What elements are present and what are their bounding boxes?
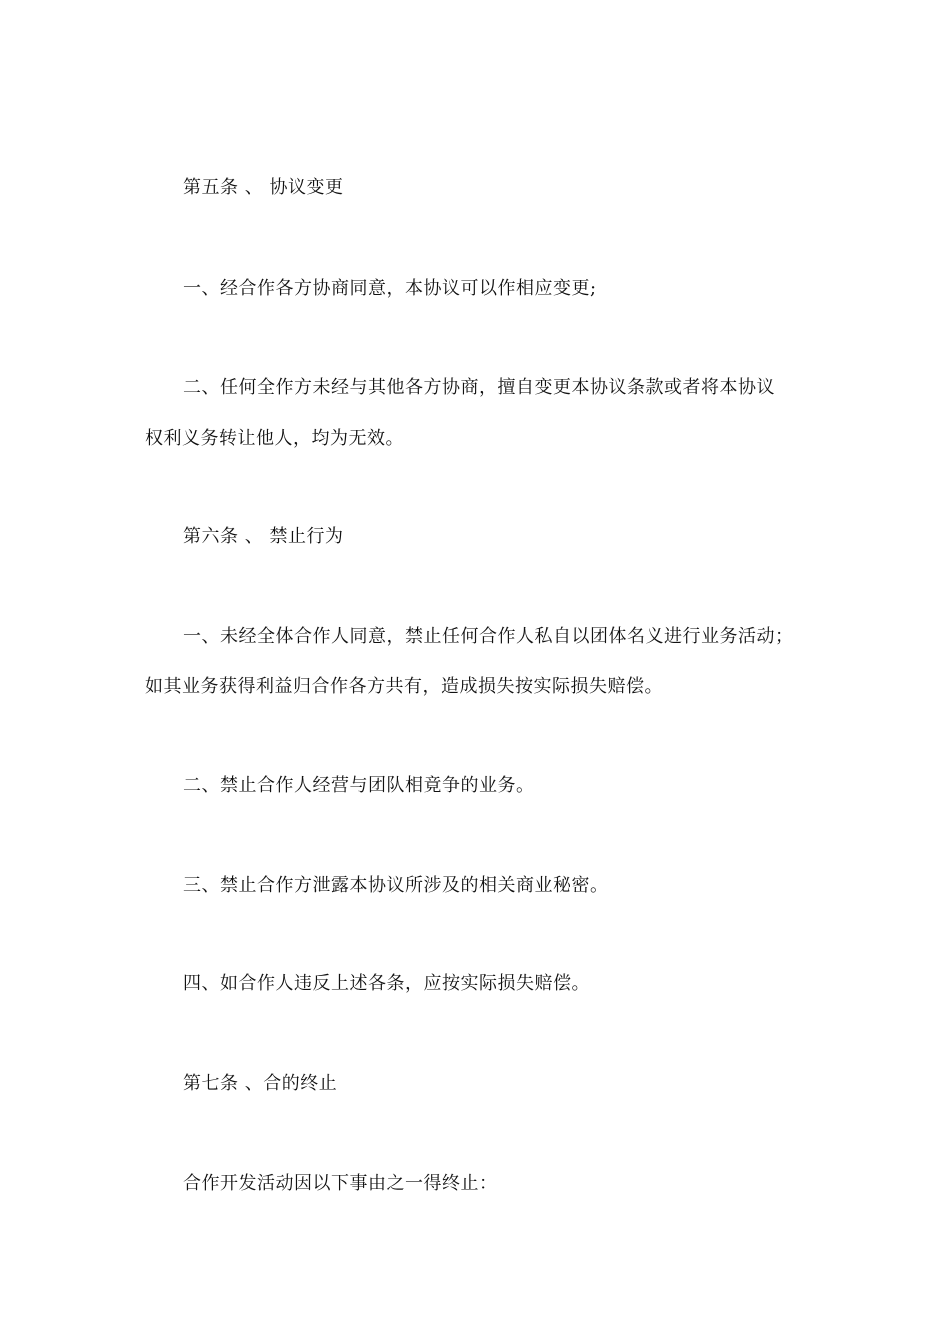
article-6-clause-4: 四、如合作人违反上述各条，应按实际损失赔偿。 xyxy=(183,973,590,994)
article-6-clause-1-line-2: 如其业务获得利益归合作各方共有，造成损失按实际损失赔偿。 xyxy=(145,676,663,697)
article-5-clause-1: 一、经合作各方协商同意，本协议可以作相应变更; xyxy=(183,278,597,299)
article-5-heading: 第五条 、 协议变更 xyxy=(183,177,344,198)
article-6-clause-3: 三、禁止合作方泄露本协议所涉及的相关商业秘密。 xyxy=(183,875,609,896)
article-5-clause-2-line-2: 权利义务转让他人，均为无效。 xyxy=(145,428,404,449)
article-7-heading: 第七条 、合的终止 xyxy=(183,1073,338,1094)
article-6-clause-2: 二、禁止合作人经营与团队相竟争的业务。 xyxy=(183,775,535,796)
article-6-clause-1-line-1: 一、未经全体合作人同意，禁止任何合作人私自以团体名义进行业务活动； xyxy=(183,626,794,647)
article-7-intro: 合作开发活动因以下事由之一得终止： xyxy=(183,1173,498,1194)
article-5-clause-2-line-1: 二、任何全作方未经与其他各方协商，擅自变更本协议条款或者将本协议 xyxy=(183,377,775,398)
article-6-heading: 第六条 、 禁止行为 xyxy=(183,526,344,547)
